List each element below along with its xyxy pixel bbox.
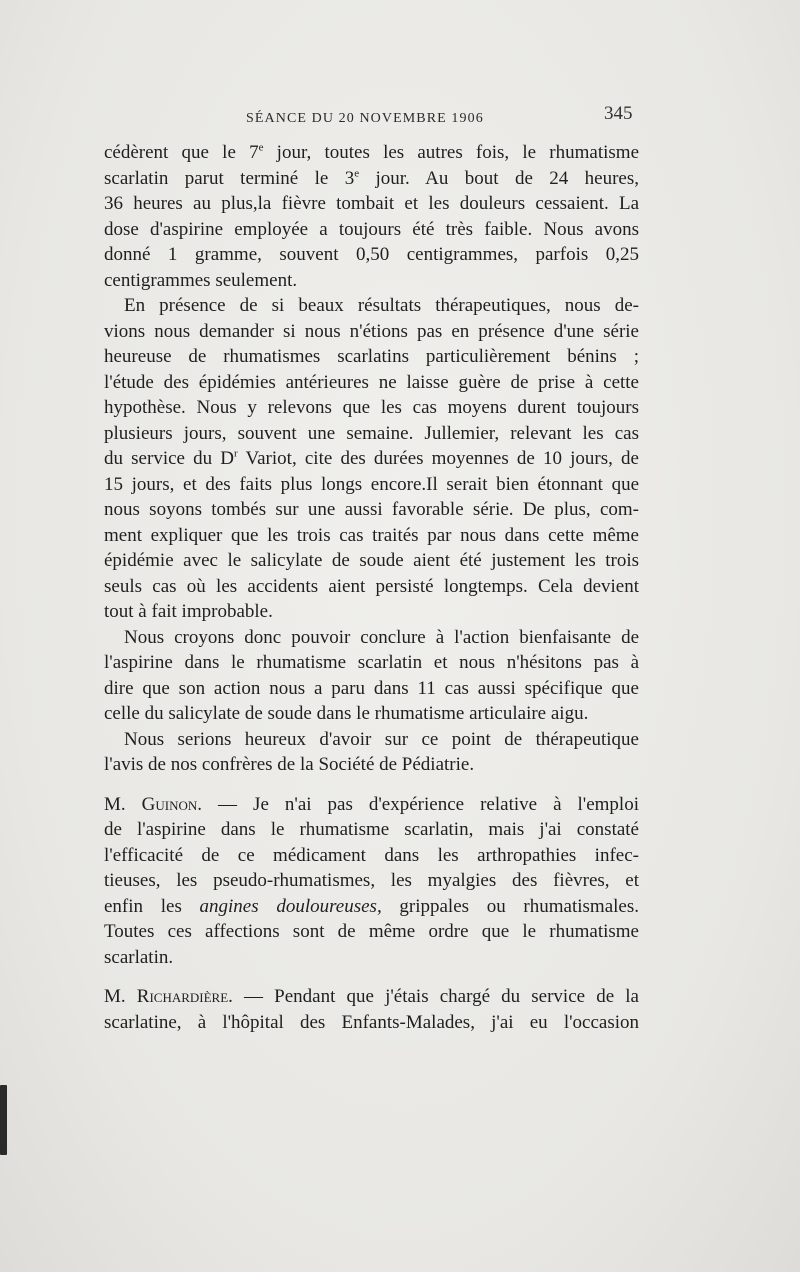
paragraph-2	[104, 293, 639, 625]
text-line: tout à fait improbable.	[104, 601, 273, 622]
text-line: Nous croyons donc pouvoir conclure à l'action bienfaisante de	[124, 626, 639, 648]
text-line: centigrammes seulement.	[104, 269, 298, 291]
text-line: 36 heures au plus,la fièvre tombait et les douleurs cessaient. La	[104, 193, 639, 214]
text-line: du service du $D^r$ Variot, cite des durées moyennes de 10 jours, de	[104, 447, 639, 469]
binding-edge-mark	[0, 1085, 7, 1155]
page-number: 345	[604, 103, 633, 124]
text-line: M. Guinon. — Je n'ai pas d'expérience relative à l'emploi	[104, 793, 639, 815]
text-line: cédèrent que le 7e jour, toutes les autres fois, le rhumatisme	[104, 141, 640, 163]
text-line: nous soyons tombés sur une aussi favorable série. De plus, com-	[104, 499, 639, 520]
text-line: seuls cas où les accidents aient persisté longtemps. Cela devient	[104, 575, 639, 597]
text-line: épidémie avec le salicylate de soude aient été justement les trois	[104, 550, 639, 571]
italic-phrase: angines douloureuses,	[199, 895, 382, 917]
paragraph-gap	[104, 778, 639, 792]
paragraph-3	[104, 625, 639, 727]
speaker-name: M. Richardière.	[104, 986, 233, 1007]
text-line: vions nous demander si nous n'étions pas en présence d'une série	[104, 320, 639, 342]
running-title: SÉANCE DU 20 NOVEMBRE 1906	[246, 111, 484, 126]
text-line: l'étude des épidémies antérieures ne laisse guère de prise à cette	[104, 371, 639, 393]
paragraph-1	[104, 140, 639, 293]
text-line: dire que son action nous a paru dans 11 cas aussi spécifique que	[104, 677, 639, 699]
text-line: ment expliquer que les trois cas traités par nous dans cette même	[104, 524, 639, 546]
paragraph-gap	[104, 970, 639, 984]
paragraph-4	[104, 727, 639, 778]
text-line: scarlatin parut terminé le 3e jour. Au bout de 24 heures,	[104, 167, 640, 189]
text-line: scarlatin.	[104, 946, 174, 968]
text-line: donné 1 gramme, souvent 0,50 centigrammes, parfois 0,25	[104, 244, 639, 265]
text-line: enfin les angines douloureuses, grippales ou rhumatismales.	[104, 895, 639, 917]
text-line: 15 jours, et des faits plus longs encore.Il serait bien étonnant que	[104, 473, 639, 495]
text-line: Toutes ces affections sont de même ordre que le rhumatisme	[104, 921, 639, 942]
text-line: plusieurs jours, souvent une semaine. Jullemier, relevant les cas	[104, 422, 639, 444]
text-line: hypothèse. Nous y relevons que les cas moyens durent toujours	[104, 397, 639, 418]
speaker-name: M. Guinon.	[104, 793, 203, 815]
text-line: dose d'aspirine employée a toujours été très faible. Nous avons	[104, 218, 639, 240]
text-line: l'aspirine dans le rhumatisme scarlatin et nous n'hésitons pas à	[104, 652, 639, 673]
text-line: celle du salicylate de soude dans le rhumatisme articulaire aigu.	[104, 703, 589, 724]
paragraph-richardiere	[104, 984, 639, 1035]
text-line: de l'aspirine dans le rhumatisme scarlatin, mais j'ai constaté	[104, 819, 639, 840]
text-line: heureuse de rhumatismes scarlatins particulièrement bénins ;	[104, 346, 639, 367]
body-text	[104, 140, 639, 1035]
text-line: scarlatine, à l'hôpital des Enfants-Malades, j'ai eu l'occasion	[104, 1011, 639, 1033]
text-line: Nous serions heureux d'avoir sur ce point de thérapeutique	[124, 728, 639, 750]
text-line: l'efficacité de ce médicament dans les arthropathies infec-	[104, 844, 639, 866]
text-line: M. Richardière. — Pendant que j'étais chargé du service de la	[104, 986, 639, 1007]
paragraph-guinon	[104, 792, 639, 971]
text-line: En présence de si beaux résultats thérapeutiques, nous de-	[124, 295, 639, 316]
text-line: tieuses, les pseudo-rhumatismes, les myalgies des fièvres, et	[104, 870, 639, 891]
text-line: l'avis de nos confrères de la Société de Pédiatrie.	[104, 754, 475, 775]
